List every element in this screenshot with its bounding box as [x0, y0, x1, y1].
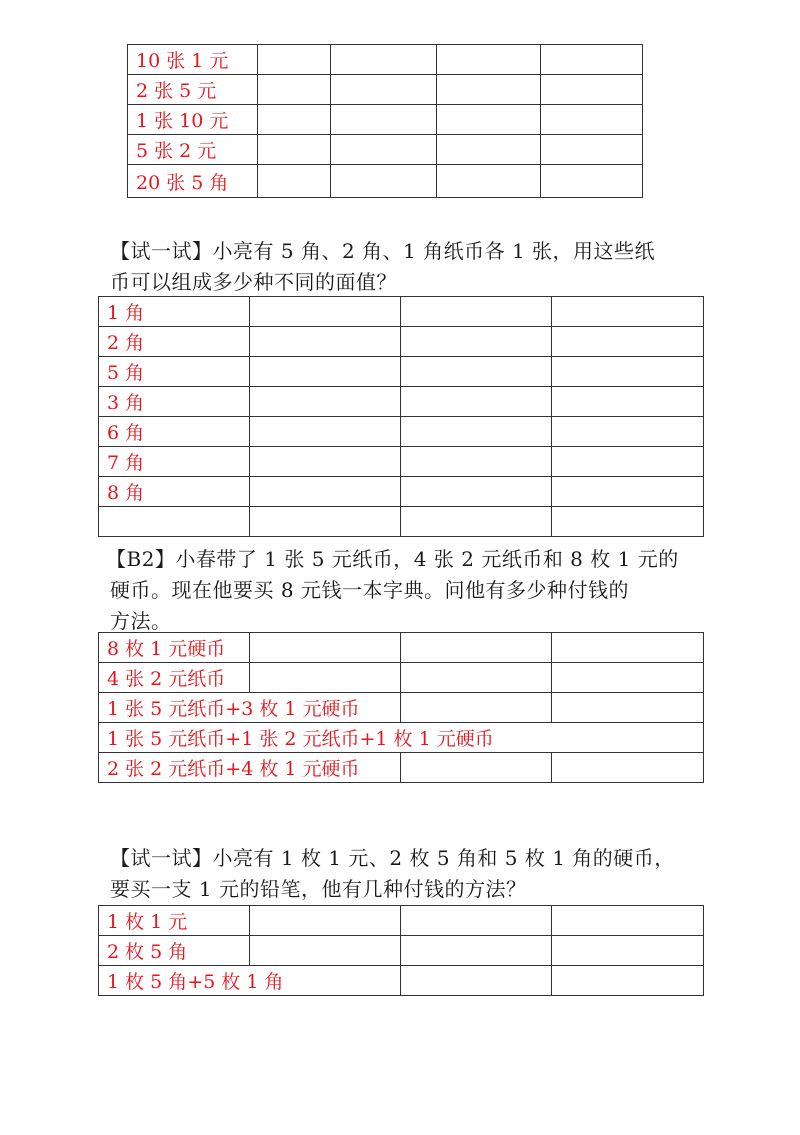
answer-cell[interactable]: [552, 447, 704, 477]
combination-cell: 10 张 1 元: [128, 45, 258, 75]
combination-cell: 1 张 10 元: [128, 105, 258, 135]
answer-cell[interactable]: [437, 165, 541, 198]
problem-text-line: 硬币。现在他要买 8 元钱一本字典。问他有多少种付钱的: [110, 578, 629, 602]
answer-cell[interactable]: [258, 135, 331, 165]
answer-cell[interactable]: [401, 417, 552, 447]
combination-cell: 5 张 2 元: [128, 135, 258, 165]
answer-cell[interactable]: [401, 297, 552, 327]
table-row: [99, 297, 704, 327]
answer-cell[interactable]: [541, 45, 643, 75]
answer-cell[interactable]: [258, 75, 331, 105]
answer-cell[interactable]: [552, 753, 704, 783]
answer-cell[interactable]: [552, 327, 704, 357]
payment-cell: 1 枚 5 角+5 枚 1 角: [99, 966, 250, 996]
table-row: [99, 417, 704, 447]
answer-cell[interactable]: [541, 75, 643, 105]
problem-try-it-1: [110, 236, 655, 298]
table-row: [99, 966, 704, 996]
table-row: [99, 507, 704, 537]
combination-cell: 2 张 5 元: [128, 75, 258, 105]
problem-text-line: 要买一支 1 元的铅笔，他有几种付钱的方法？: [110, 877, 527, 901]
face-value-table: [98, 296, 704, 537]
answer-cell[interactable]: [250, 633, 401, 663]
table-row: [99, 663, 704, 693]
combination-cell: 20 张 5 角: [128, 165, 258, 198]
payment-cell: 2 枚 5 角: [99, 936, 250, 966]
answer-cell[interactable]: [258, 45, 331, 75]
payment-method-table: [98, 632, 704, 783]
payment-cell: 4 张 2 元纸币: [99, 663, 250, 693]
answer-cell[interactable]: [250, 447, 401, 477]
answer-cell[interactable]: [258, 165, 331, 198]
answer-cell[interactable]: [552, 693, 704, 723]
answer-cell[interactable]: [541, 135, 643, 165]
answer-cell[interactable]: [552, 906, 704, 936]
answer-cell[interactable]: [331, 135, 437, 165]
answer-cell[interactable]: [250, 327, 401, 357]
value-cell: 2 角: [99, 327, 250, 357]
payment-cell: 8 枚 1 元硬币: [99, 633, 250, 663]
answer-cell[interactable]: [250, 906, 401, 936]
answer-cell[interactable]: [258, 105, 331, 135]
answer-cell[interactable]: [250, 357, 401, 387]
answer-cell[interactable]: [552, 633, 704, 663]
answer-cell[interactable]: [250, 507, 401, 537]
table-row: [128, 135, 643, 165]
answer-cell[interactable]: [401, 906, 552, 936]
banknote-combination-table: [127, 44, 643, 198]
table-row: [99, 723, 704, 753]
table-row: [99, 387, 704, 417]
payment-cell: 1 枚 1 元: [99, 906, 250, 936]
answer-cell[interactable]: [250, 936, 401, 966]
answer-cell[interactable]: [401, 327, 552, 357]
answer-cell[interactable]: [437, 75, 541, 105]
table-row: [99, 327, 704, 357]
answer-cell[interactable]: [250, 417, 401, 447]
payment-cell: 1 张 5 元纸币+1 张 2 元纸币+1 枚 1 元硬币: [99, 723, 250, 753]
answer-cell[interactable]: [552, 387, 704, 417]
answer-cell[interactable]: [401, 693, 552, 723]
answer-cell[interactable]: [401, 663, 552, 693]
answer-cell[interactable]: [552, 936, 704, 966]
table-row: [128, 75, 643, 105]
table-row: [99, 477, 704, 507]
value-cell: 3 角: [99, 387, 250, 417]
answer-cell[interactable]: [401, 387, 552, 417]
answer-cell[interactable]: [331, 105, 437, 135]
payment-cell: 1 张 5 元纸币+3 枚 1 元硬币: [99, 693, 250, 723]
table-row: [99, 936, 704, 966]
answer-cell[interactable]: [250, 387, 401, 417]
problem-b2: [106, 544, 679, 637]
answer-cell[interactable]: [401, 507, 552, 537]
value-cell: 8 角: [99, 477, 250, 507]
table-row: [99, 447, 704, 477]
answer-cell[interactable]: [331, 75, 437, 105]
answer-cell[interactable]: [552, 297, 704, 327]
problem-text-line: 方法。: [110, 609, 172, 633]
answer-cell[interactable]: [401, 966, 552, 996]
problem-text-line: 币可以组成多少种不同的面值？: [110, 270, 397, 294]
answer-cell[interactable]: [552, 663, 704, 693]
value-cell: 1 角: [99, 297, 250, 327]
problem-text-line: 【试一试】小亮有 1 枚 1 元、2 枚 5 角和 5 枚 1 角的硬币，: [110, 846, 675, 870]
answer-cell[interactable]: [552, 966, 704, 996]
answer-cell[interactable]: [401, 447, 552, 477]
answer-cell[interactable]: [331, 165, 437, 198]
table-row: [99, 357, 704, 387]
table-row: [99, 753, 704, 783]
problem-text-line: 【B2】小春带了 1 张 5 元纸币，4 张 2 元纸币和 8 枚 1 元的: [106, 547, 679, 571]
answer-cell[interactable]: [401, 633, 552, 663]
value-cell: 6 角: [99, 417, 250, 447]
answer-cell[interactable]: [552, 417, 704, 447]
problem-text-line: 【试一试】小亮有 5 角、2 角、1 角纸币各 1 张，用这些纸: [110, 239, 656, 263]
answer-cell[interactable]: [541, 165, 643, 198]
answer-cell[interactable]: [401, 936, 552, 966]
value-cell: 5 角: [99, 357, 250, 387]
table-row: [128, 45, 643, 75]
answer-cell[interactable]: [437, 105, 541, 135]
payment-cell: 2 张 2 元纸币+4 枚 1 元硬币: [99, 753, 250, 783]
table-row: [99, 633, 704, 663]
value-cell: 7 角: [99, 447, 250, 477]
answer-cell[interactable]: [437, 45, 541, 75]
answer-cell[interactable]: [541, 105, 643, 135]
table-row: [128, 165, 643, 198]
answer-cell[interactable]: [401, 357, 552, 387]
answer-cell[interactable]: [250, 297, 401, 327]
answer-cell[interactable]: [552, 357, 704, 387]
problem-try-it-2: [110, 843, 675, 905]
table-row: [99, 693, 704, 723]
answer-cell[interactable]: [552, 723, 704, 753]
answer-cell[interactable]: [250, 477, 401, 507]
answer-cell[interactable]: [331, 45, 437, 75]
answer-cell[interactable]: [401, 753, 552, 783]
answer-cell[interactable]: [552, 507, 704, 537]
value-cell[interactable]: [99, 507, 250, 537]
answer-cell[interactable]: [437, 135, 541, 165]
answer-cell[interactable]: [552, 477, 704, 507]
table-row: [99, 906, 704, 936]
table-row: [128, 105, 643, 135]
coin-payment-table: [98, 905, 704, 996]
answer-cell[interactable]: [250, 663, 401, 693]
answer-cell[interactable]: [401, 477, 552, 507]
